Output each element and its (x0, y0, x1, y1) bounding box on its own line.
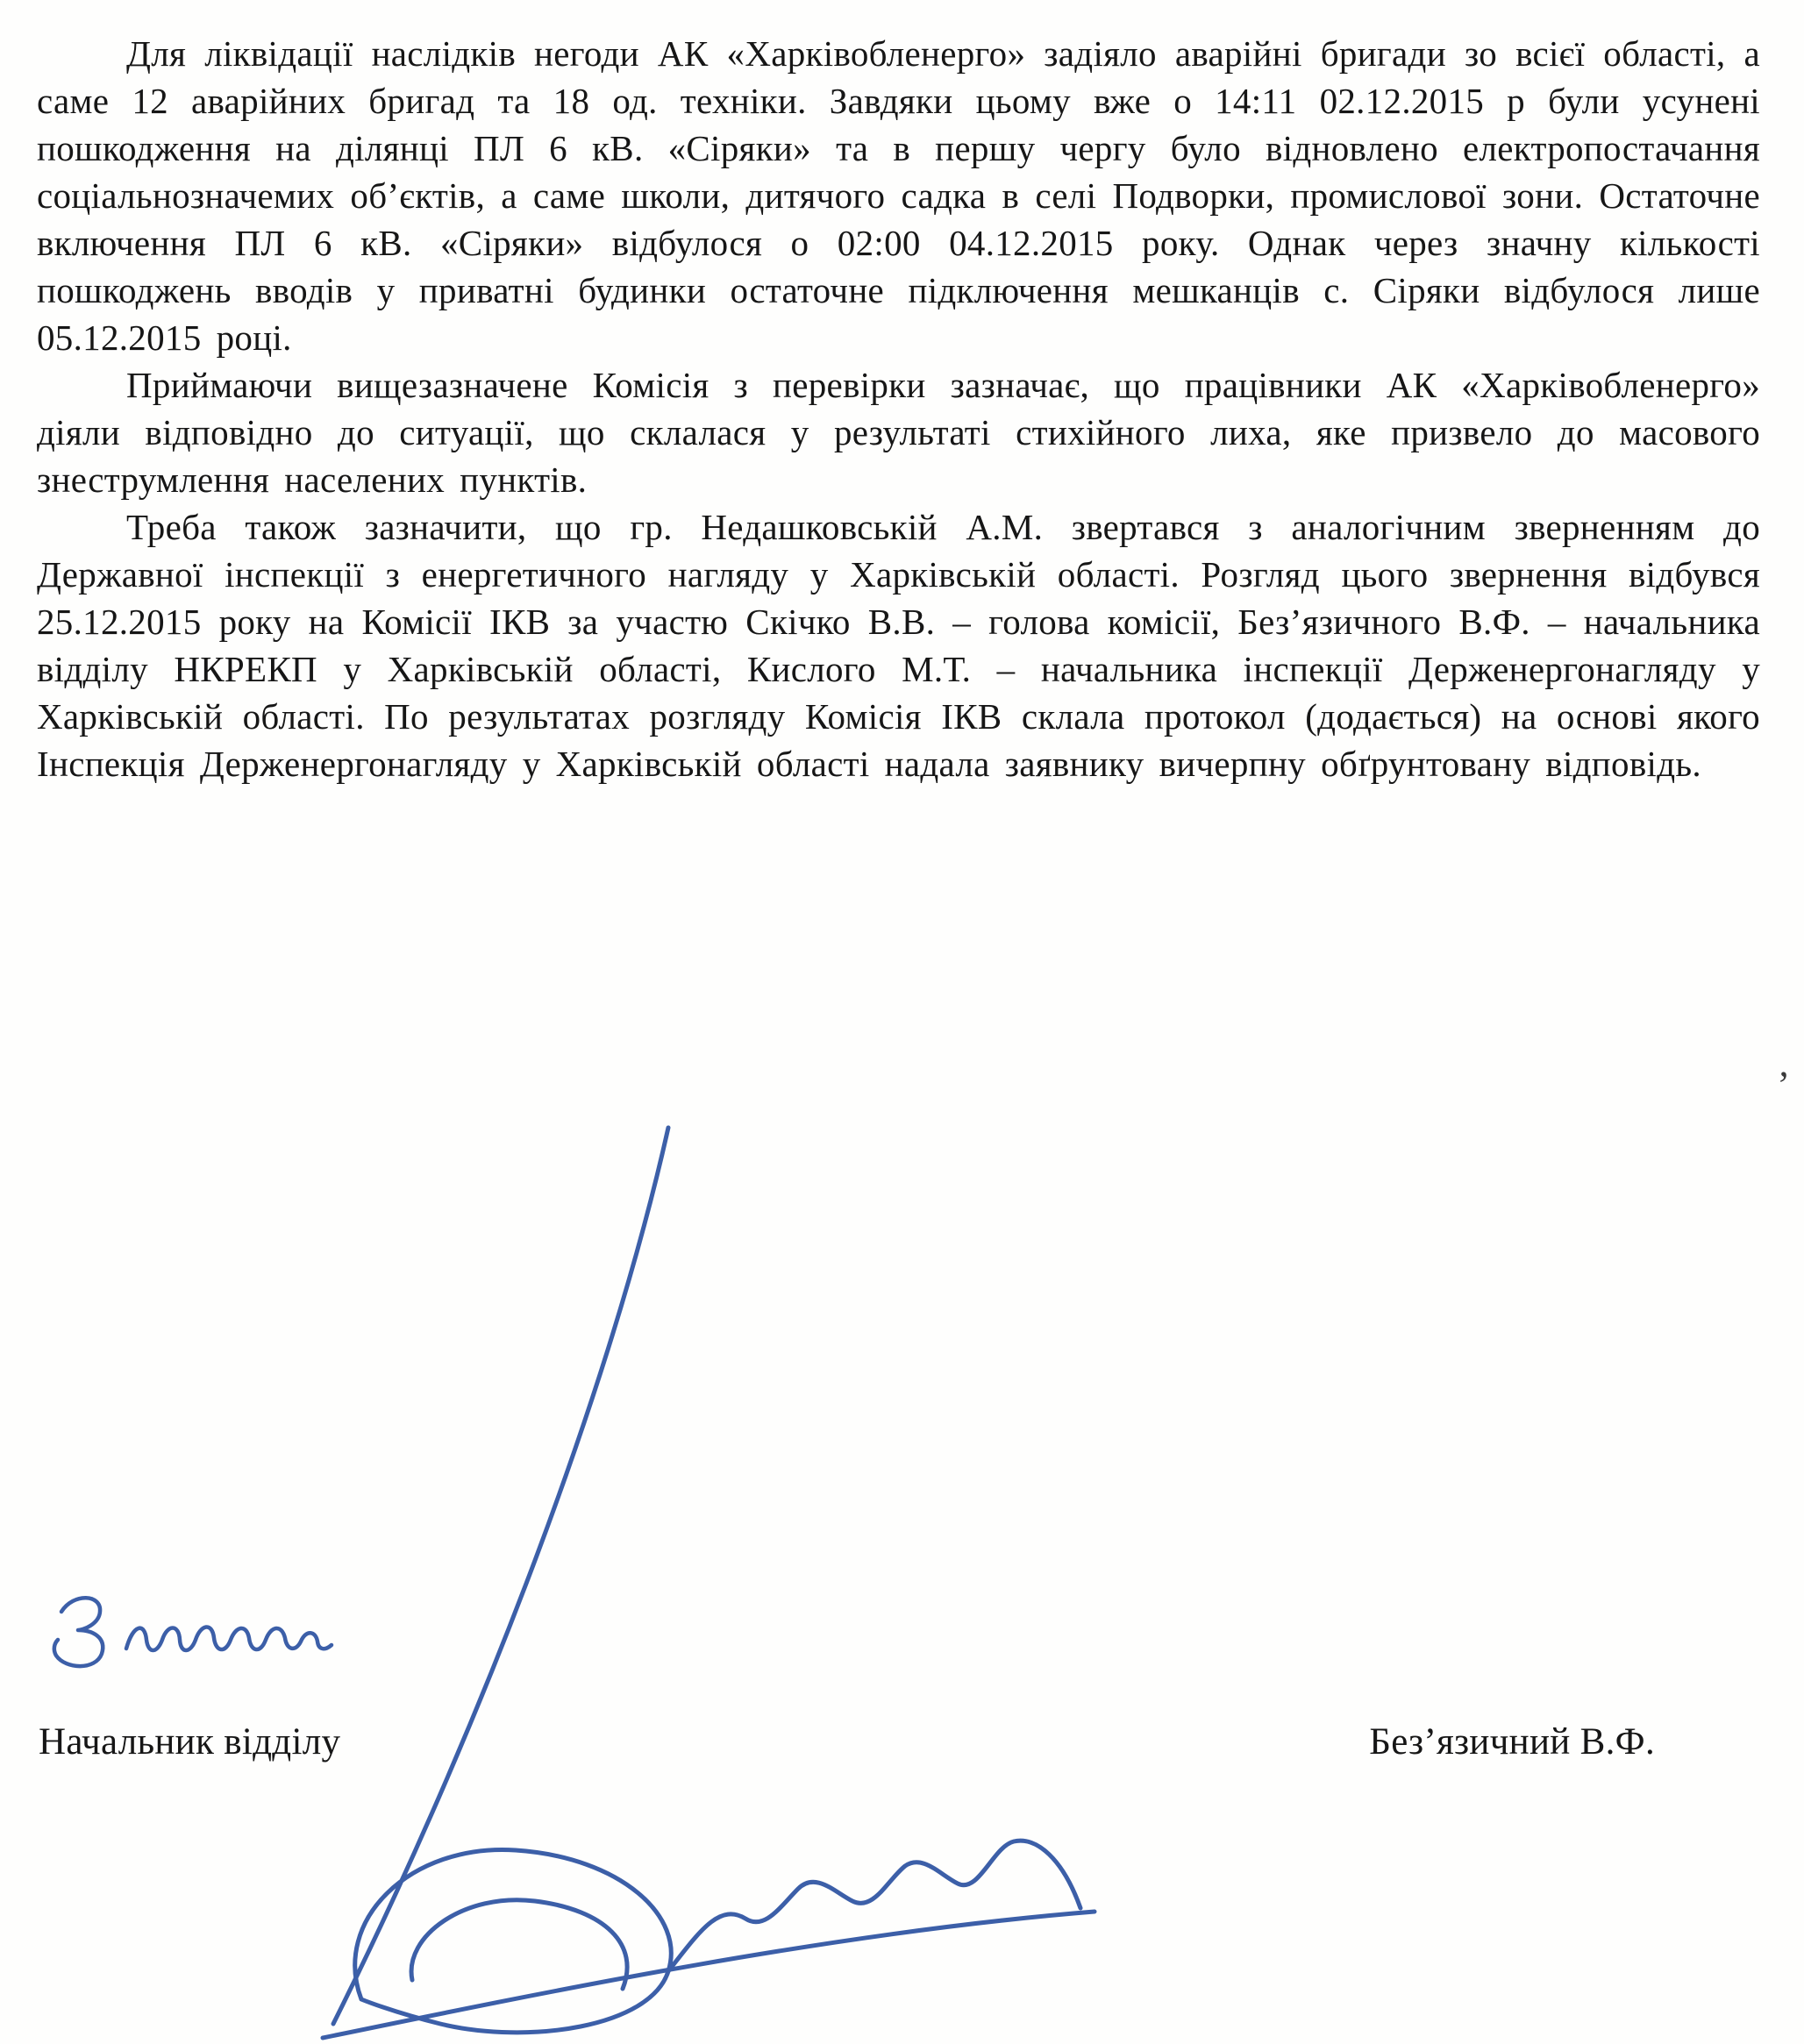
signature-flourish (307, 1112, 1114, 2041)
document-body (37, 30, 1760, 787)
signature-stroke (411, 1900, 627, 1989)
paragraph-1: Для ліквідації наслідків негоди АК «Харківобленерго» задіяло аварійні бригади зо всієї області, а саме 12 аварійних бригад та 18 од. техніки. Завдяки цьому вже о 14:11 02.12.2015 р були усунені пошкодження на ділянці ПЛ 6 кВ. «Сіряки» та в першу чергу було відновлено електропостачання соціальнозначемих об’єктів, а саме школи, дитячого садка в селі Подворки, промислової зони. Остаточне включення ПЛ 6 кВ. «Сіряки» відбулося о 02:00 04.12.2015 року. Однак через значну кількості пошкоджень вводів у приватні будинки остаточне підключення мешканців с. Сіряки відбулося лише 05.12.2015 році. (37, 33, 1760, 358)
scan-artifact-mark: ʼ (1777, 1064, 1790, 1107)
signature-stroke (323, 1912, 1095, 2038)
paragraph-3: Треба також зазначити, що гр. Недашковській А.М. звертався з аналогічним зверненням до Державної інспекції з енергетичного нагляду у Харківській області. Розгляд цього звернення відбувся 25.12.2015 року на Комісії ІКВ за участю Скічко В.В. – голова комісії, Без’язичного В.Ф. – начальника відділу НКРЕКП у Харківській області, Кислого М.Т. – начальника інспекції Держенергонагляду у Харківській області. По результатах розгляду Комісія ІКВ склала протокол (додається) на основі якого Інспекція Держенергонагляду у Харківській області надала заявнику вичерпну обґрунтовану відповідь. (37, 507, 1760, 784)
signature-stroke (668, 1841, 1080, 1971)
handwriting-stroke (54, 1598, 103, 1666)
signature-stroke (333, 1128, 668, 2024)
handwriting-stroke (126, 1627, 332, 1650)
paragraph-2: Приймаючи вищезазначене Комісія з перевірки зазначає, що працівники АК «Харківобленерго» діяли відповідно до ситуації, що склалася у результаті стихійного лиха, яке призвело до масового знеструмлення населених пунктів. (37, 365, 1760, 500)
signer-title: Начальник відділу (39, 1721, 341, 1763)
signature-row (39, 1720, 1760, 1763)
signer-name: Без’язичний В.Ф. (1369, 1721, 1655, 1763)
handwritten-regards (42, 1585, 340, 1682)
